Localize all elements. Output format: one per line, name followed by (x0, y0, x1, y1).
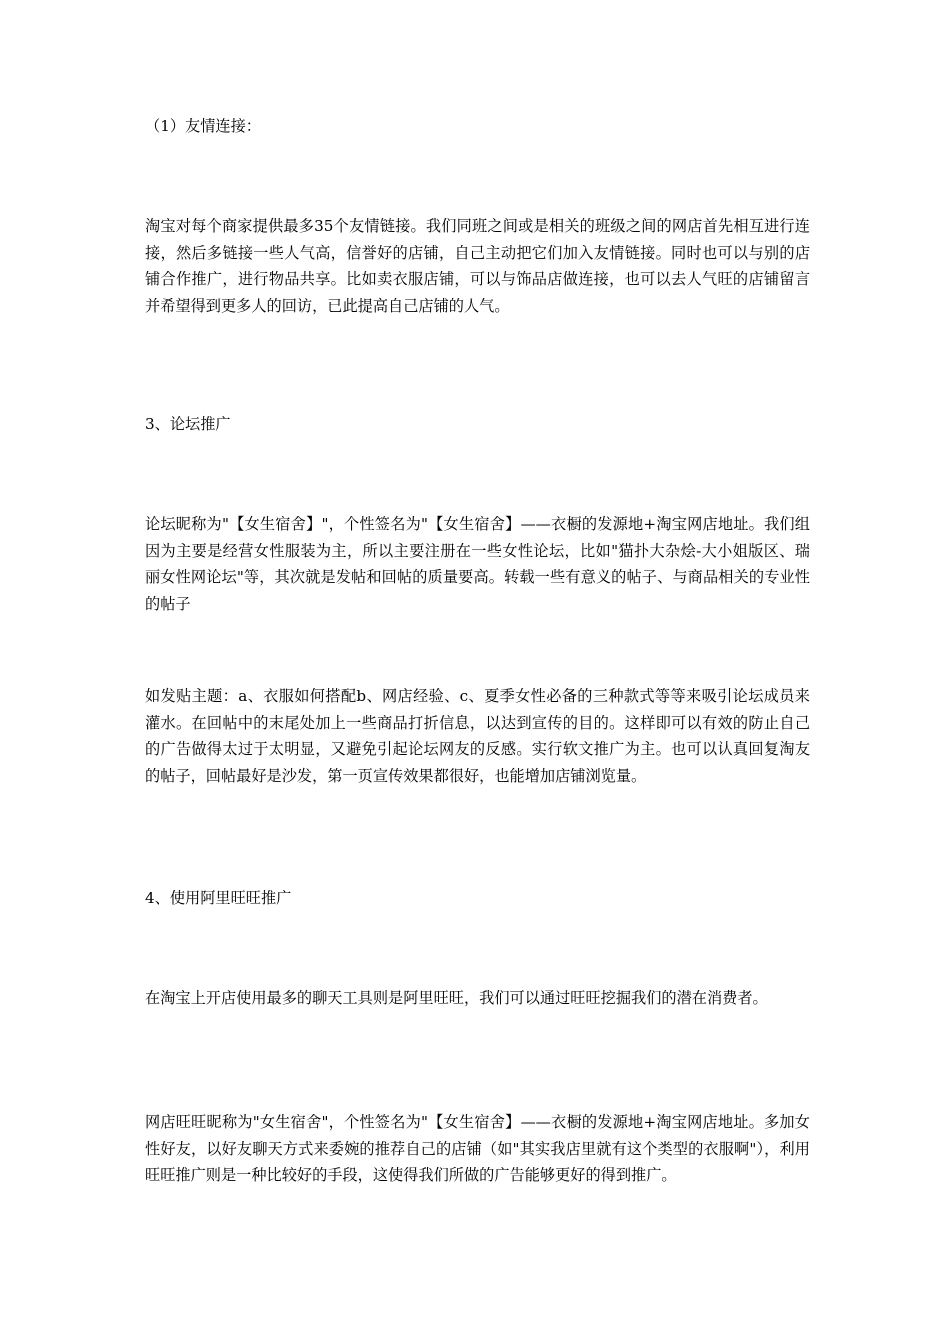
paragraph-forum-nickname: 论坛昵称为"【女生宿舍】"，个性签名为"【女生宿舍】——衣橱的发源地+淘宝网店地址。我们组因为主要是经营女性服装为主，所以主要注册在一些女性论坛，比如"猫扑大杂烩-大小姐版区、瑞丽女性网论坛"等，其次就是发帖和回帖的质量要高。转载一些有意义的帖子、与商品相关的专业性的帖子 (145, 515, 810, 613)
paragraph-aliwangwang-intro: 在淘宝上开店使用最多的聊天工具则是阿里旺旺，我们可以通过旺旺挖掘我们的潜在消费者。 (145, 989, 768, 1007)
heading-aliwangwang-promotion: 4、使用阿里旺旺推广 (145, 889, 292, 907)
heading-friend-links: （1）友情连接： (145, 117, 261, 135)
paragraph-forum-topics: 如发贴主题：a、衣服如何搭配b、网店经验、c、夏季女性必备的三种款式等等来吸引论坛成员来灌水。在回帖中的末尾处加上一些商品打折信息，以达到宣传的目的。这样即可以有效的防止自己的广告做得太过于太明显，又避免引起论坛网友的反感。实行软文推广为主。也可以认真回复淘友的帖子，回帖最好是沙发，第一页宣传效果都很好，也能增加店铺浏览量。 (145, 687, 810, 785)
paragraph-friend-links: 淘宝对每个商家提供最多35个友情链接。我们同班之间或是相关的班级之间的网店首先相互进行连接，然后多链接一些人气高，信誉好的店铺，自己主动把它们加入友情链接。同时也可以与别的店铺合作推广，进行物品共享。比如卖衣服店铺，可以与饰品店做连接，也可以去人气旺的店铺留言并希望得到更多人的回访，已此提高自己店铺的人气。 (145, 217, 810, 315)
paragraph-aliwangwang-nickname: 网店旺旺昵称为"女生宿舍"，个性签名为"【女生宿舍】——衣橱的发源地+淘宝网店地址。多加女性好友，以好友聊天方式来委婉的推荐自己的店铺（如"其实我店里就有这个类型的衣服啊"），利用旺旺推广则是一种比较好的手段，这使得我们所做的广告能够更好的得到推广。 (145, 1113, 810, 1185)
heading-forum-promotion: 3、论坛推广 (145, 415, 231, 433)
